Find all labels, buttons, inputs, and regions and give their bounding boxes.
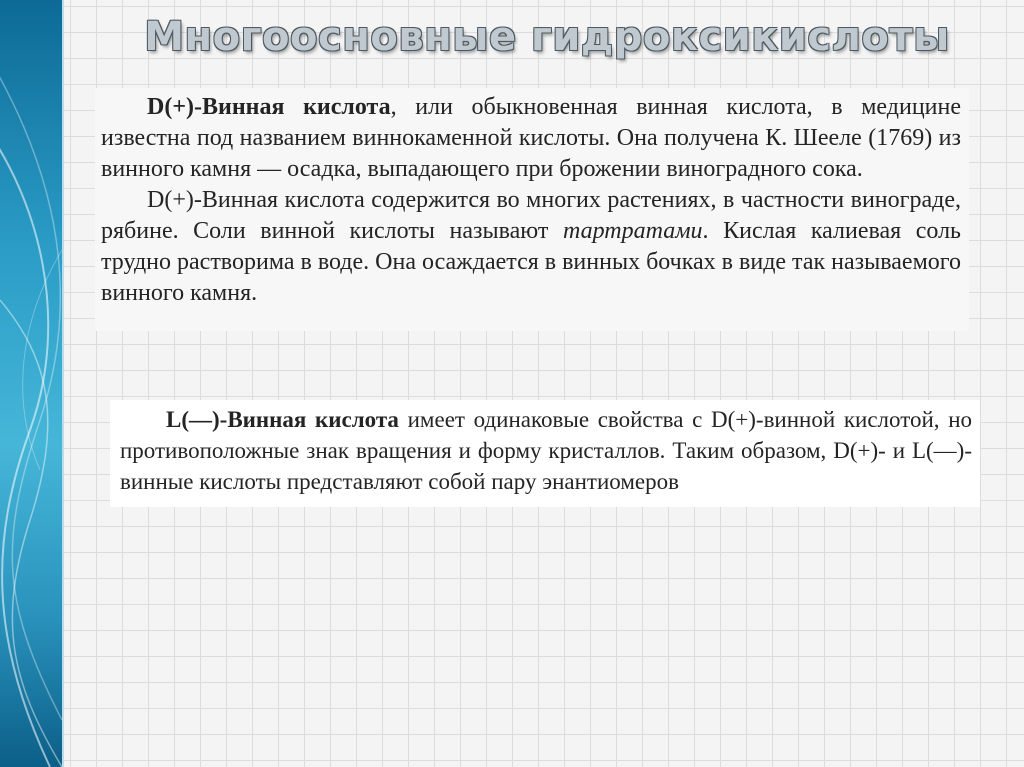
text-block-d-tartaric: [95, 88, 969, 331]
term-d-tartaric-acid: D(+)-Винная кислота: [147, 94, 391, 120]
paragraph-l-tartaric: [120, 404, 972, 497]
paragraph-text: , или обыкновенная винная кислота, в медицине известна под названием виннокаменной кислоты. Она получена К. Шееле (1769) из винного камня — осадка, выпадающего при брожении виноградного сока.: [101, 94, 961, 182]
slide-title: Многоосновные гидроксикислоты: [144, 14, 950, 60]
term-l-tartaric-acid: L(—)-Винная кислота: [166, 407, 399, 432]
text-block-l-tartaric: [110, 400, 980, 507]
paragraph-text: D(+)-Винная кислота содержится во многих растениях, в частности винограде, рябине. Соли винной кислоты называют: [101, 187, 961, 244]
paragraph-d-tartaric-intro: [101, 92, 961, 185]
term-tartrates: тартратами: [562, 218, 703, 244]
paragraph-text: имеет одинаковые свойства с D(+)-винной кислотой, но противоположные знак вращения и форму кристаллов. Таким образом, D(+)- и L(—)-винные кислоты представляют собой пару энантиомеров: [120, 407, 973, 494]
decorative-sidebar: [0, 0, 64, 767]
sidebar-swirl-decoration: [0, 0, 62, 767]
paragraph-text: . Кислая калиевая соль трудно растворима в воде. Она осаждается в винных бочках в виде так называемого винного камня.: [101, 218, 962, 306]
paragraph-d-tartaric-sources: [101, 185, 961, 309]
